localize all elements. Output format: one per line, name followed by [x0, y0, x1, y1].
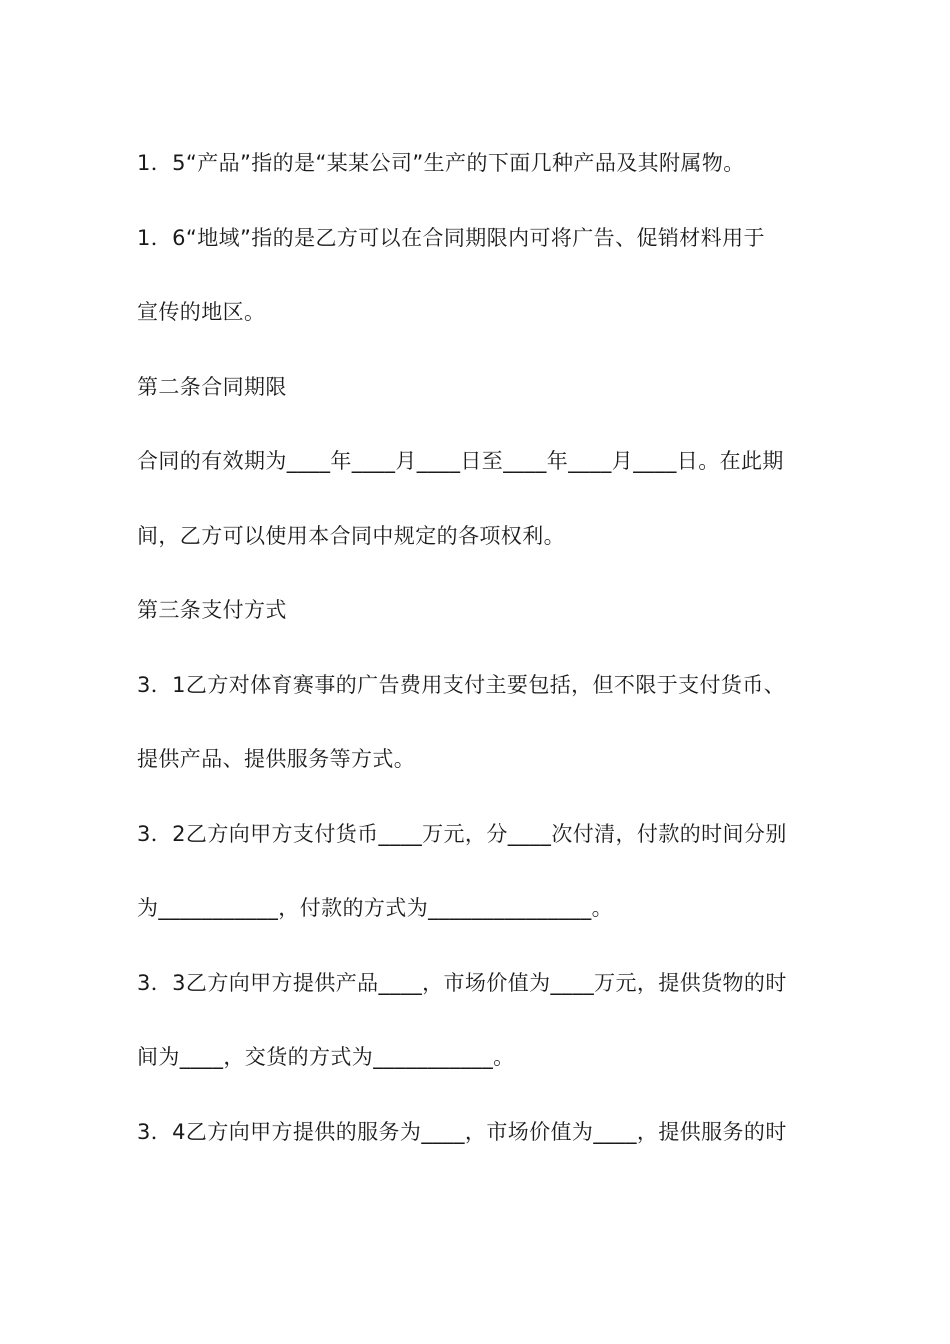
- article-3-heading: 第三条支付方式: [137, 598, 287, 622]
- clause-3-1-continued: 提供产品、提供服务等方式。: [137, 747, 416, 771]
- clause-3-2: 3．2乙方向甲方支付货币____万元，分____次付清，付款的时间分别: [137, 821, 787, 846]
- contract-term-text: 合同的有效期为____年____月____日至____年____月____日。在此期: [137, 449, 784, 473]
- document-body: [137, 126, 817, 1169]
- clause-1-5: 1．5“产品”指的是“某某公司”生产的下面几种产品及其附属物。: [137, 151, 745, 175]
- clause-3-3-continued: 间为____，交货的方式为___________。: [137, 1045, 515, 1069]
- clause-3-4: 3．4乙方向甲方提供的服务为____，市场价值为____，提供服务的时: [137, 1119, 787, 1144]
- contract-term-text-continued: 间，乙方可以使用本合同中规定的各项权利。: [137, 523, 565, 548]
- clause-3-1: 3．1乙方对体育赛事的广告费用支付主要包括，但不限于支付货币、: [137, 672, 786, 697]
- article-2-heading: 第二条合同期限: [137, 374, 287, 399]
- clause-1-6-continued: 宣传的地区。: [137, 300, 266, 324]
- clause-3-3: 3．3乙方向甲方提供产品____，市场价值为____万元，提供货物的时: [137, 970, 787, 995]
- clause-3-2-continued: 为___________，付款的方式为_______________。: [137, 896, 613, 920]
- clause-1-6: 1．6“地域”指的是乙方可以在合同期限内可将广告、促销材料用于: [137, 225, 765, 250]
